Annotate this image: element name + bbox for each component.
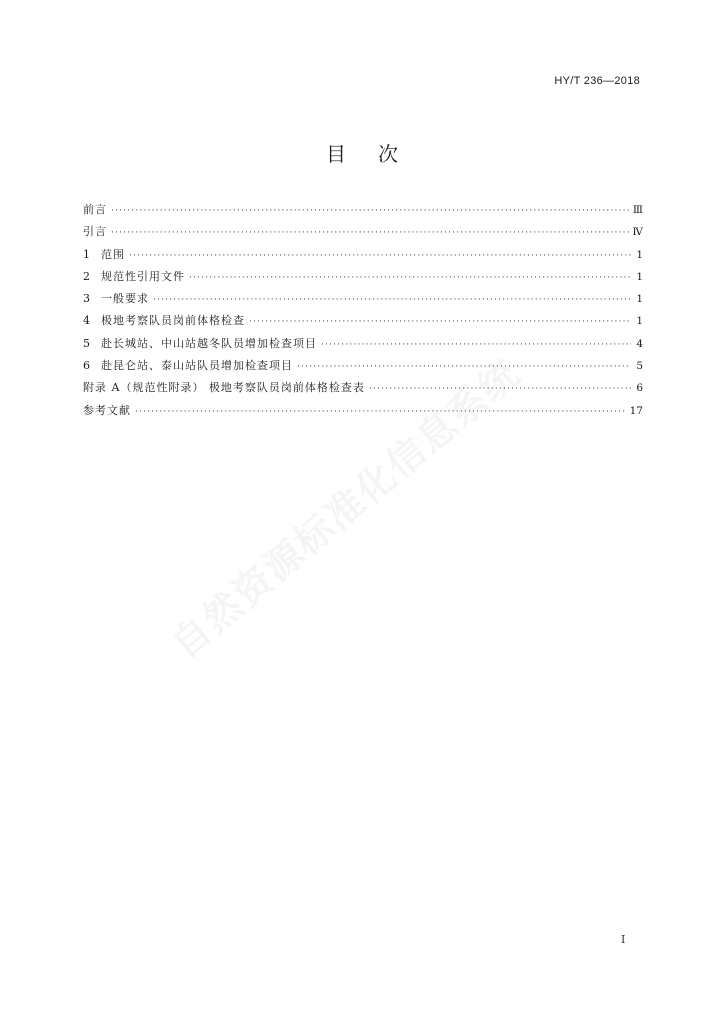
toc-entry-page: Ⅳ bbox=[632, 226, 643, 239]
page-number: I bbox=[621, 933, 626, 946]
toc-entry-label: 范围 bbox=[101, 247, 125, 261]
toc-entry-page: 17 bbox=[629, 404, 643, 417]
toc-entry-foreword[interactable] bbox=[83, 199, 643, 221]
toc-entry-label: 参考文献 bbox=[83, 403, 131, 417]
standard-code: HY/T 236—2018 bbox=[554, 75, 640, 87]
toc-entry-label: 引言 bbox=[83, 225, 107, 239]
toc-title-part1: 目 bbox=[326, 142, 346, 166]
toc-entry-page: 4 bbox=[636, 337, 643, 350]
toc-entry-kunlun-taishan-extra-items[interactable] bbox=[83, 355, 643, 377]
toc-leader-dots bbox=[111, 222, 629, 244]
toc-leader-dots bbox=[297, 356, 631, 378]
toc-leader-dots bbox=[189, 267, 631, 289]
toc-entry-number: 1 bbox=[83, 247, 90, 261]
toc-title-part2: 次 bbox=[378, 142, 398, 166]
toc-entry-page: 6 bbox=[636, 382, 643, 395]
toc-entry-page: 1 bbox=[636, 293, 643, 306]
toc-entry-introduction[interactable] bbox=[83, 221, 643, 243]
toc-entry-wintering-extra-items[interactable] bbox=[83, 333, 643, 355]
toc-entry-number: 6 bbox=[83, 359, 90, 373]
toc-entry-page: 1 bbox=[636, 270, 643, 283]
table-of-contents bbox=[83, 199, 643, 422]
toc-entry-general-requirements[interactable] bbox=[83, 288, 643, 310]
toc-entry-label: 前言 bbox=[83, 203, 107, 216]
toc-leader-dots bbox=[111, 200, 629, 222]
toc-entry-bibliography[interactable] bbox=[83, 400, 643, 422]
toc-entry-normative-references[interactable] bbox=[83, 266, 643, 288]
toc-entry-label: 附录 A（规范性附录） 极地考察队员岗前体格检查表 bbox=[83, 381, 365, 395]
toc-entry-page: Ⅲ bbox=[632, 204, 643, 216]
toc-entry-pre-duty-exam[interactable] bbox=[83, 310, 643, 332]
toc-entry-scope[interactable] bbox=[83, 244, 643, 266]
toc-title bbox=[0, 138, 724, 167]
toc-entry-number: 4 bbox=[83, 314, 90, 328]
toc-leader-dots bbox=[369, 378, 631, 400]
toc-entry-label: 规范性引用文件 bbox=[101, 269, 185, 283]
toc-leader-dots bbox=[153, 289, 631, 311]
toc-entry-label: 极地考察队员岗前体格检查 bbox=[101, 314, 245, 328]
toc-leader-dots bbox=[129, 245, 631, 267]
toc-entry-number: 5 bbox=[83, 336, 90, 350]
toc-entry-number: 2 bbox=[83, 269, 90, 283]
toc-entry-page: 1 bbox=[636, 315, 643, 328]
toc-leader-dots bbox=[321, 334, 631, 356]
toc-entry-label: 一般要求 bbox=[101, 292, 149, 306]
toc-entry-appendix-a[interactable] bbox=[83, 377, 643, 399]
toc-entry-page: 5 bbox=[636, 360, 643, 373]
toc-entry-number: 3 bbox=[83, 292, 90, 306]
toc-entry-label: 赴长城站、中山站越冬队员增加检查项目 bbox=[101, 336, 317, 350]
toc-leader-dots bbox=[249, 311, 631, 333]
toc-entry-page: 1 bbox=[636, 248, 643, 261]
toc-leader-dots bbox=[135, 401, 626, 423]
toc-entry-label: 赴昆仑站、泰山站队员增加检查项目 bbox=[101, 359, 293, 373]
